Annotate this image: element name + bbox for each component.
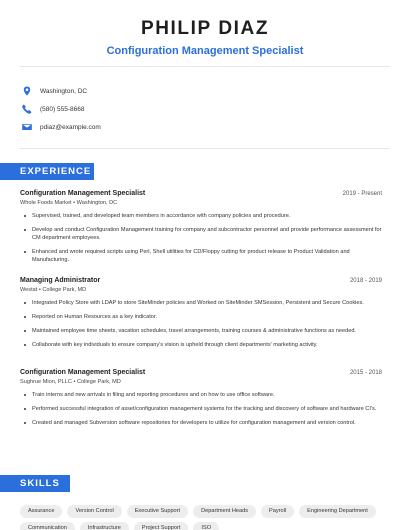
job-bullet: Maintained employee time sheets, vacation schedules, travel arrangements, training courses & administrative functions as needed. (24, 327, 382, 335)
phone-icon (22, 104, 32, 114)
job-bullet: Performed successful integration of asset/configuration management systems for the tracking and discovery of software and hardware CI's. (24, 405, 382, 413)
candidate-title: Configuration Management Specialist (106, 45, 304, 57)
job-bullets (20, 299, 382, 349)
job-bullets (20, 212, 382, 264)
skill-tag: Executive Support (127, 505, 188, 518)
skill-tag: Engineering Department (299, 505, 376, 518)
job-title: Configuration Management Specialist (20, 190, 146, 197)
contact-phone-text: (580) 555-8668 (40, 105, 85, 113)
job-dates: 2015 - 2018 (349, 370, 382, 376)
contact-info (22, 82, 101, 136)
candidate-name: PHILIP DIAZ (140, 18, 270, 39)
contact-email-text: pdiaz@example.com (40, 123, 101, 131)
contact-divider (20, 148, 390, 149)
skill-tag: Department Heads (193, 505, 256, 518)
job-title: Managing Administrator (20, 277, 101, 284)
job-bullet: Develop and conduct Configuration Management training for company and subcontractor personnel and provide performance assessment for CM department employees. (24, 226, 382, 242)
contact-email (22, 118, 101, 136)
skill-tag: Assurance (20, 505, 62, 518)
job-bullet: Supervised, trained, and developed team members in accordance with company policies and procedure. (24, 212, 382, 220)
job-entry (20, 190, 382, 270)
section-experience-heading: EXPERIENCE (0, 163, 94, 180)
resume-header (0, 18, 410, 58)
job-title: Configuration Management Specialist (20, 369, 146, 376)
skill-tag: Infrastructure (80, 522, 129, 530)
skill-tag: Version Control (67, 505, 121, 518)
job-company: Westat • College Park, MD (20, 287, 87, 293)
skills-list (20, 505, 400, 530)
job-bullets (20, 391, 382, 427)
contact-phone (22, 100, 101, 118)
email-icon (22, 122, 32, 132)
skill-tag: Project Support (134, 522, 189, 530)
job-bullet: Collaborate with key individuals to ensure company's vision is upheld through client departments' marketing activity. (24, 341, 382, 349)
job-bullet: Integrated Policy Store with LDAP to store SiteMinder policies and Worked on SiteMinder SMSession, Persistent and Secure Cookies. (24, 299, 382, 307)
location-pin-icon (22, 86, 32, 96)
job-dates: 2019 - Present (342, 191, 382, 197)
job-company: Whole Foods Market • Washington, DC (20, 200, 118, 206)
job-bullet: Enhanced and wrote required scripts using Perl, Shell utilities for CD/Floppy cutting for product release to Product Validation and Manufacturing. (24, 248, 382, 264)
job-bullet: Created and managed Subversion software repositories for developers to utilize for configuration management and version control. (24, 419, 382, 427)
job-bullet: Reported on Human Resources as a key indicator. (24, 313, 382, 321)
skill-tag: Payroll (261, 505, 294, 518)
skill-tag: Communication (20, 522, 75, 530)
job-entry (20, 277, 382, 355)
job-bullet: Train interns and new arrivals in filing and reporting procedures and on how to use office software. (24, 391, 382, 399)
skill-tag: ISO (193, 522, 219, 530)
section-skills-heading: SKILLS (0, 475, 70, 492)
job-entry (20, 369, 382, 433)
job-company: Sughrue Mion, PLLC • College Park, MD (20, 379, 121, 385)
contact-location-text: Washington, DC (40, 87, 88, 95)
header-divider (20, 66, 390, 67)
job-dates: 2018 - 2019 (349, 278, 382, 284)
contact-location (22, 82, 101, 100)
